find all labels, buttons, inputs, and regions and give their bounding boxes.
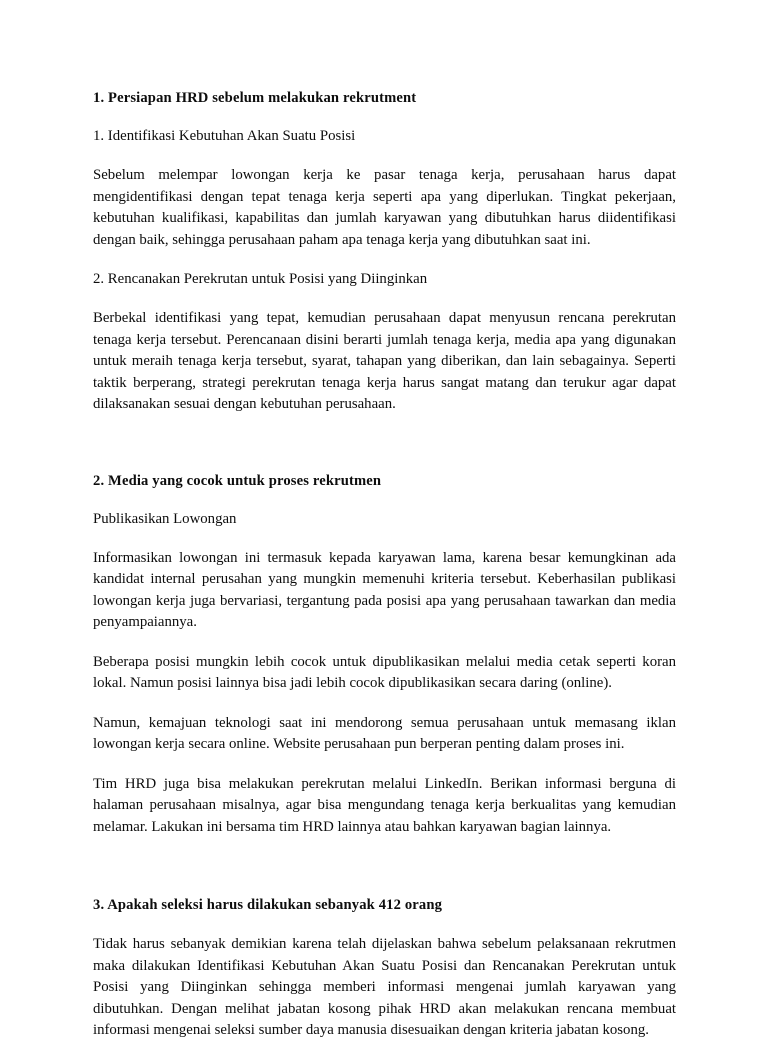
section-spacer <box>93 416 676 471</box>
section-1-paragraph-1: Sebelum melempar lowongan kerja ke pasar tenaga kerja, perusahaan harus dapat mengidentifikasi dengan tepat tenaga kerja seperti apa yang diperlukan. Tingkat pekerjaan, kebutuhan kualifikasi, kapabilitas dan jumlah karyawan yang dibutuhkan harus diidentifikasi dengan baik, sehingga perusahaan paham apa tenaga kerja yang dibutuhkan saat ini. <box>93 167 676 248</box>
spacer <box>93 290 676 308</box>
section-3-heading: 3. Apakah seleksi harus dilakukan sebanyak 412 orang <box>93 897 443 913</box>
spacer <box>93 492 676 509</box>
section-1-heading: 1. Persiapan HRD sebelum melakukan rekrutment <box>93 90 417 106</box>
section-2-paragraph-3: Namun, kemajuan teknologi saat ini mendorong semua perusahaan untuk memasang iklan lowongan kerja secara online. Website perusahaan pun berperan penting dalam proses ini. <box>93 714 676 752</box>
section-2-heading: 2. Media yang cocok untuk proses rekrutmen <box>93 472 382 489</box>
spacer <box>93 109 676 126</box>
document-body <box>93 88 676 1042</box>
spacer <box>93 530 676 548</box>
section-3-paragraph-1: Tidak harus sebanyak demikian karena telah dijelaskan bahwa sebelum pelaksanaan rekrutmen maka dilakukan Identifikasi Kebutuhan Akan Suatu Posisi dan Rencanakan Perekrutan untuk Posisi yang Diinginkan sehingga memberi informasi mengenai jumlah karyawan yang dibutuhkan. Dengan melihat jabatan kosong pihak HRD akan melakukan rencana membuat informasi mengenai seleksi sumber daya manusia disesuaikan dengan kriteria jabatan kosong. <box>93 936 676 1038</box>
spacer <box>93 251 676 269</box>
section-1-subheading-2: 2. Rencanakan Perekrutan untuk Posisi yang Diinginkan <box>93 271 428 287</box>
section-2-subheading-1: Publikasikan Lowongan <box>93 510 237 527</box>
spacer <box>93 147 676 165</box>
section-1-subheading-1: 1. Identifikasi Kebutuhan Akan Suatu Posisi <box>93 128 356 144</box>
section-2-paragraph-2: Beberapa posisi mungkin lebih cocok untuk dipublikasikan melalui media cetak seperti koran lokal. Namun posisi lainnya bisa jadi lebih cocok dipublikasikan secara daring (online). <box>93 653 676 691</box>
spacer <box>93 756 676 774</box>
section-2-paragraph-1: Informasikan lowongan ini termasuk kepada karyawan lama, karena besar kemungkinan ada kandidat internal perusahan yang mungkin memenuhi kriteria tersebut. Keberhasilan publikasi lowongan kerja juga bervariasi, tergantung pada posisi apa yang perusahaan tawarkan dan media penyampaiannya. <box>93 549 676 630</box>
spacer <box>93 916 676 934</box>
section-2-paragraph-4: Tim HRD juga bisa melakukan perekrutan melalui LinkedIn. Berikan informasi berguna di halaman perusahaan misalnya, agar bisa mengundang tenaga kerja berkualitas yang kemudian melamar. Lakukan ini bersama tim HRD lainnya atau bahkan karyawan bagian lainnya. <box>93 775 676 835</box>
spacer <box>93 695 676 713</box>
spacer <box>93 634 676 652</box>
section-spacer <box>93 838 676 895</box>
section-1-paragraph-2: Berbekal identifikasi yang tepat, kemudian perusahaan dapat menyusun rencana perekrutan tenaga kerja tersebut. Perencanaan disini berarti jumlah tenaga kerja, media apa yang digunakan untuk meraih tenaga kerja tersebut, syarat, tahapan yang diberikan, dan lain sebagainya. Seperti taktik berperang, strategi perekrutan tenaga kerja harus sangat matang dan terukur agar dapat dilaksanakan sesuai dengan kebutuhan perusahaan. <box>93 310 676 412</box>
